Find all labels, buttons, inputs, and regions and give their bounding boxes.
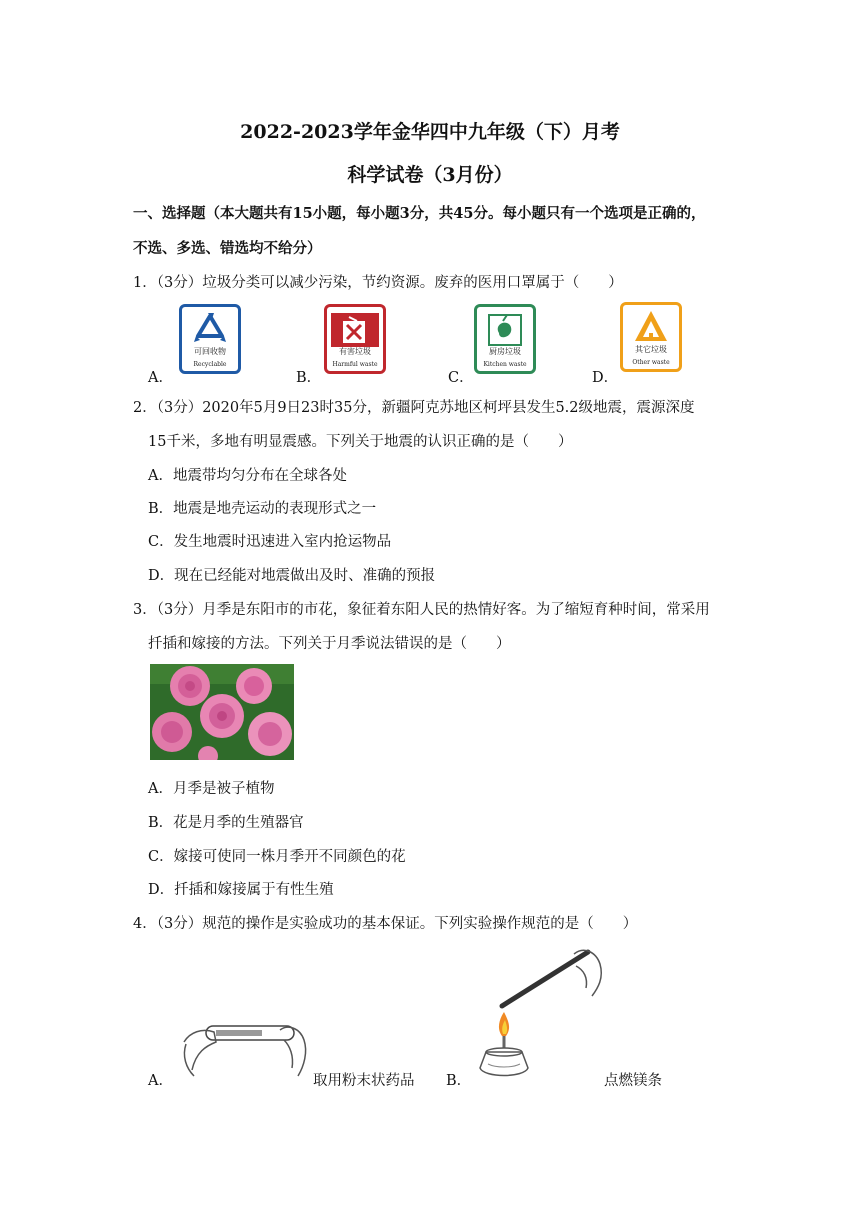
bin-label-en: Harmful waste xyxy=(332,361,378,368)
bin-label-cn: 可回收物 xyxy=(194,347,226,356)
kitchen-bin-sign xyxy=(474,304,536,374)
q3-option-a[interactable]: A．月季是被子植物 xyxy=(148,781,275,797)
option-letter: B． xyxy=(296,370,322,386)
question-1-stem: 1．（3分）垃圾分类可以减少污染，节约资源。废弃的医用口罩属于（ ） xyxy=(133,275,623,291)
question-3-stem-line2: 扦插和嫁接的方法。下列关于月季说法错误的是（ ） xyxy=(148,636,511,652)
question-2-stem-line1: 2．（3分）2020年5月9日23时35分，新疆阿克苏地区柯坪县发生5.2级地震，震源深度 xyxy=(133,400,695,416)
section-heading-line1: 一、选择题（本大题共有15小题，每小题3分，共45分。每小题只有一个选项是正确的， xyxy=(133,205,706,222)
option-letter: B． xyxy=(446,1073,472,1089)
recyclable-bin-sign xyxy=(179,304,241,374)
option-letter: A． xyxy=(148,370,173,386)
q2-option-d[interactable]: D．现在已经能对地震做出及时、准确的预报 xyxy=(148,568,436,584)
other-bin-sign xyxy=(620,302,682,372)
bin-label-cn: 有害垃圾 xyxy=(339,347,371,356)
option-caption: 取用粉末状药品 xyxy=(313,1073,415,1089)
bin-label-en: Kitchen waste xyxy=(483,361,527,368)
harmful-icon xyxy=(327,309,383,349)
bin-label-cn: 厨房垃圾 xyxy=(489,347,521,356)
option-caption: 点燃镁条 xyxy=(604,1073,662,1089)
page-title-line1: 2022-2023学年金华四中九年级（下）月考 xyxy=(240,121,620,143)
burning-magnesium-illustration xyxy=(466,944,606,1084)
option-letter: C． xyxy=(448,370,474,386)
bin-label-en: Other waste xyxy=(632,359,670,366)
other-icon xyxy=(623,307,679,347)
page-title-line2: 科学试卷（3月份） xyxy=(347,164,513,186)
harmful-bin-sign xyxy=(324,304,386,374)
q2-option-c[interactable]: C．发生地震时迅速进入室内抢运物品 xyxy=(148,534,392,550)
question-2-stem-line2: 15千米，多地有明显震感。下列关于地震的认识正确的是（ ） xyxy=(148,434,573,450)
q2-option-a[interactable]: A．地震带均匀分布在全球各处 xyxy=(148,468,347,484)
rose-photo xyxy=(150,664,294,760)
q2-option-b[interactable]: B．地震是地壳运动的表现形式之一 xyxy=(148,501,377,517)
section-heading-line2: 不选、多选、错选均不给分） xyxy=(133,240,322,257)
option-letter: D． xyxy=(592,370,619,386)
q3-option-b[interactable]: B．花是月季的生殖器官 xyxy=(148,815,304,831)
kitchen-icon xyxy=(477,309,533,349)
bin-label-en: Recyclable xyxy=(193,361,227,368)
question-3-stem-line1: 3．（3分）月季是东阳市的市花，象征着东阳人民的热情好客。为了缩短育种时间，常采用 xyxy=(133,602,710,618)
test-tube-powder-illustration xyxy=(176,1012,312,1082)
recycle-icon xyxy=(182,310,238,350)
bin-label-cn: 其它垃圾 xyxy=(635,345,667,354)
q3-option-d[interactable]: D．扦插和嫁接属于有性生殖 xyxy=(148,882,334,898)
question-4-stem: 4．（3分）规范的操作是实验成功的基本保证。下列实验操作规范的是（ ） xyxy=(133,916,638,932)
q3-option-c[interactable]: C．嫁接可使同一株月季开不同颜色的花 xyxy=(148,849,406,865)
option-letter: A． xyxy=(148,1073,173,1089)
